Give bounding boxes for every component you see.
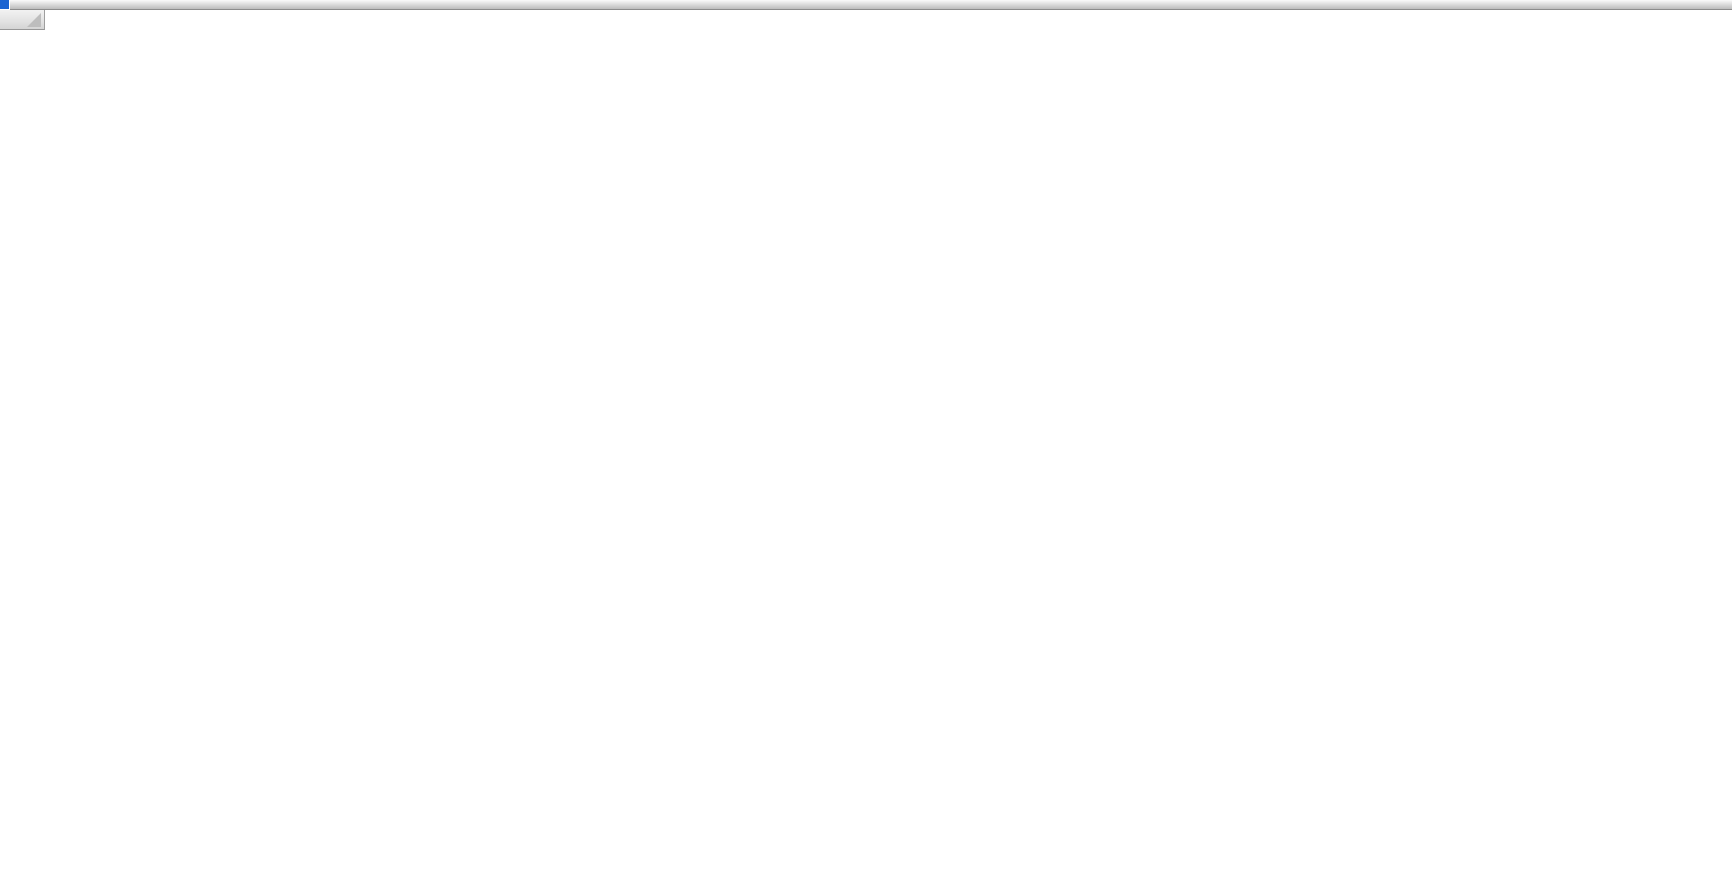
window-chrome-strip — [0, 0, 1732, 10]
column-header-row — [0, 10, 45, 30]
select-all-corner[interactable] — [0, 10, 45, 30]
fill-handle[interactable] — [0, 0, 10, 10]
grid-body — [0, 30, 1732, 882]
selection-box — [0, 0, 6, 6]
select-all-triangle-icon — [27, 13, 41, 27]
